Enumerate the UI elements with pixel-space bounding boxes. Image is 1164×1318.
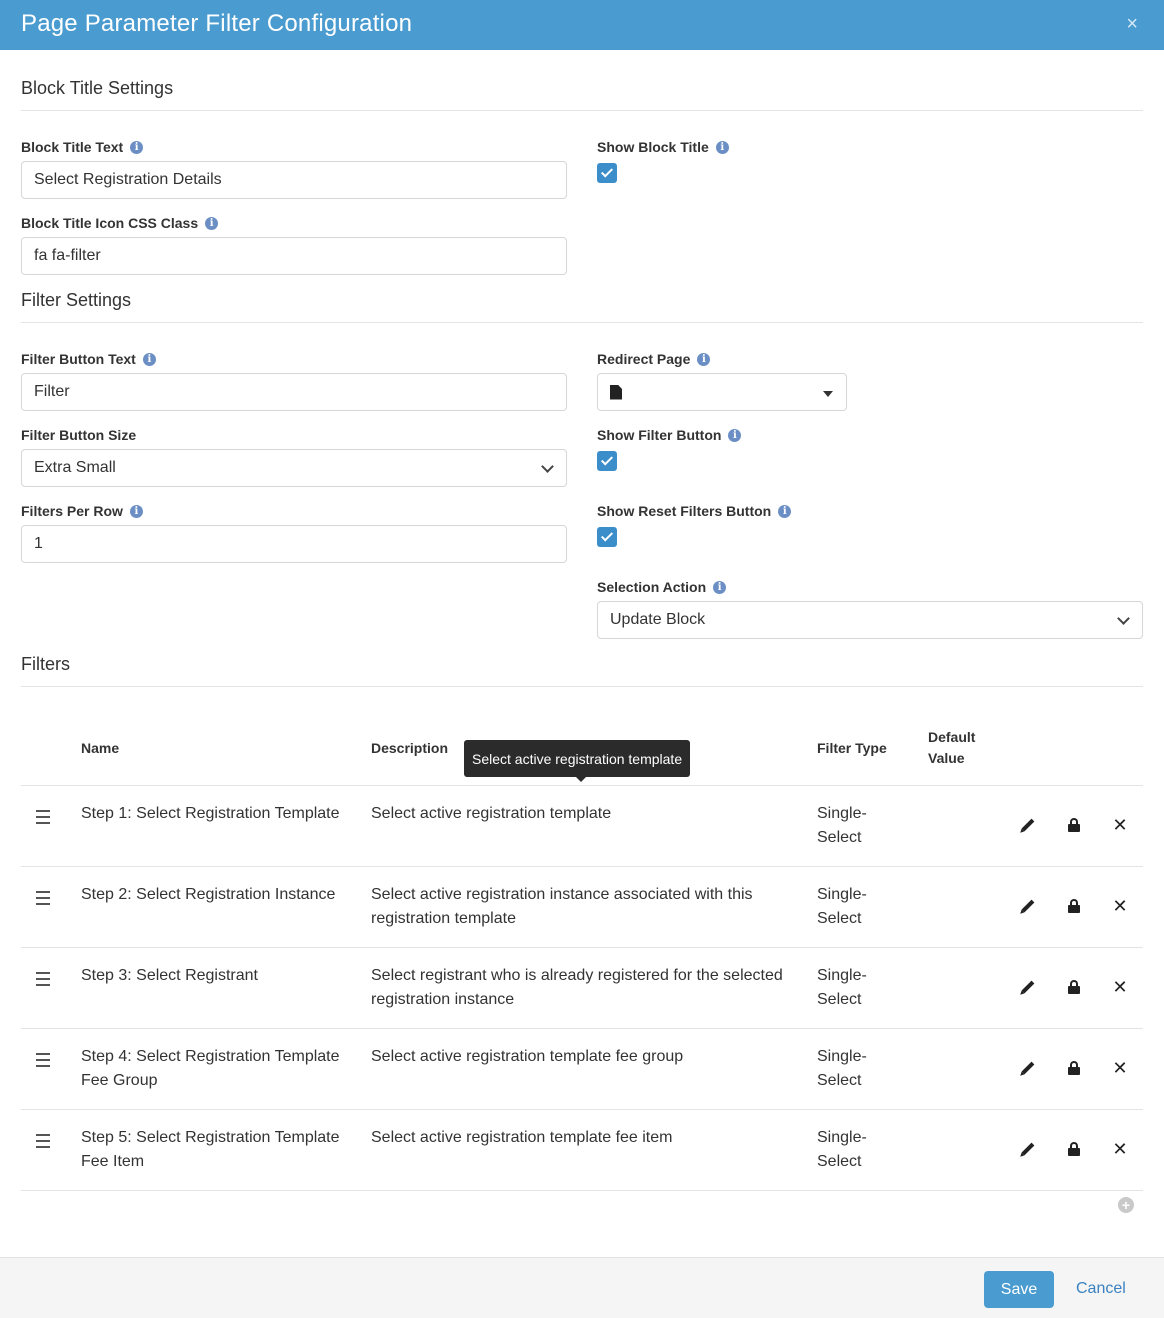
- drag-handle-icon[interactable]: [36, 1134, 50, 1152]
- info-icon[interactable]: i: [716, 141, 729, 154]
- info-icon[interactable]: i: [143, 353, 156, 366]
- filter-description: Select active registration template fee group: [371, 1048, 684, 1065]
- block-title-icon-css-label: Block Title Icon CSS Class i: [21, 215, 218, 231]
- info-icon[interactable]: i: [130, 141, 143, 154]
- column-header-filter-type: Filter Type: [817, 740, 887, 756]
- table-divider: [21, 1109, 1143, 1110]
- column-header-default-value: Default Value: [928, 729, 976, 766]
- cancel-button[interactable]: Cancel: [1076, 1280, 1126, 1297]
- table-divider: [21, 785, 1143, 786]
- show-filter-button-label: Show Filter Button i: [597, 427, 741, 443]
- filter-type: Single- Select: [817, 886, 867, 927]
- delete-icon[interactable]: ✕: [1112, 977, 1128, 997]
- selection-action-value: Update Block: [610, 611, 706, 628]
- filters-per-row-label: Filters Per Row i: [21, 503, 143, 519]
- delete-icon[interactable]: ✕: [1112, 1139, 1128, 1159]
- selection-action-label: Selection Action i: [597, 579, 726, 595]
- filter-button-size-label: Filter Button Size: [21, 427, 137, 443]
- table-divider: [21, 1028, 1143, 1029]
- filter-name: Step 2: Select Registration Instance: [81, 886, 336, 903]
- table-divider: [21, 947, 1143, 948]
- edit-icon[interactable]: [1018, 1058, 1038, 1078]
- lock-icon[interactable]: [1064, 896, 1084, 916]
- info-icon[interactable]: i: [778, 505, 791, 518]
- file-icon: [610, 385, 622, 400]
- chevron-down-icon: [1117, 612, 1130, 625]
- section-heading-block-title: Block Title Settings: [21, 78, 174, 98]
- info-icon[interactable]: i: [697, 353, 710, 366]
- filter-name: Step 3: Select Registrant: [81, 967, 258, 984]
- lock-icon[interactable]: [1064, 815, 1084, 835]
- lock-icon[interactable]: [1064, 1058, 1084, 1078]
- caret-down-icon: [823, 391, 833, 397]
- column-header-name: Name: [81, 740, 120, 756]
- block-title-text-label: Block Title Text i: [21, 139, 143, 155]
- close-icon[interactable]: ×: [1126, 13, 1138, 35]
- filter-name: Step 4: Select Registration Template Fee Group: [81, 1048, 340, 1089]
- save-button[interactable]: Save: [984, 1271, 1054, 1308]
- info-icon[interactable]: i: [728, 429, 741, 442]
- show-filter-button-checkbox[interactable]: [597, 451, 617, 471]
- redirect-page-label: Redirect Page i: [597, 351, 710, 367]
- filter-button-size-value: Extra Small: [34, 459, 116, 476]
- chevron-down-icon: [541, 460, 554, 473]
- divider: [21, 110, 1143, 111]
- modal-footer: [0, 1257, 1164, 1318]
- filter-description: Select registrant who is already registered for the selected registration instance: [371, 967, 783, 1008]
- show-block-title-checkbox[interactable]: [597, 163, 617, 183]
- filter-type: Single- Select: [817, 805, 867, 846]
- edit-icon[interactable]: [1018, 815, 1038, 835]
- show-reset-filters-label: Show Reset Filters Button i: [597, 503, 791, 519]
- filters-per-row-input[interactable]: 1: [21, 525, 567, 563]
- filter-type: Single- Select: [817, 967, 867, 1008]
- show-block-title-label: Show Block Title i: [597, 139, 729, 155]
- block-title-icon-css-input[interactable]: fa fa-filter: [21, 237, 567, 275]
- filter-description: Select active registration template fee item: [371, 1129, 673, 1146]
- section-heading-filters: Filters: [21, 654, 70, 674]
- table-divider: [21, 1190, 1143, 1191]
- filter-description: Select active registration template: [371, 805, 612, 822]
- modal-header: [0, 0, 1164, 50]
- filter-name: Step 1: Select Registration Template: [81, 805, 340, 822]
- edit-icon[interactable]: [1018, 1139, 1038, 1159]
- drag-handle-icon[interactable]: [36, 810, 50, 828]
- lock-icon[interactable]: [1064, 977, 1084, 997]
- show-reset-filters-checkbox[interactable]: [597, 527, 617, 547]
- info-icon[interactable]: i: [713, 581, 726, 594]
- drag-handle-icon[interactable]: [36, 1053, 50, 1071]
- drag-handle-icon[interactable]: [36, 891, 50, 909]
- divider: [21, 686, 1143, 687]
- divider: [21, 322, 1143, 323]
- lock-icon[interactable]: [1064, 1139, 1084, 1159]
- add-filter-icon[interactable]: +: [1118, 1197, 1134, 1213]
- filter-type: Single- Select: [817, 1048, 867, 1089]
- delete-icon[interactable]: ✕: [1112, 1058, 1128, 1078]
- info-icon[interactable]: i: [130, 505, 143, 518]
- selection-action-select[interactable]: [597, 601, 1143, 639]
- block-title-text-input[interactable]: Select Registration Details: [21, 161, 567, 199]
- delete-icon[interactable]: ✕: [1112, 815, 1128, 835]
- tooltip: Select active registration template: [464, 740, 690, 777]
- delete-icon[interactable]: ✕: [1112, 896, 1128, 916]
- filter-button-size-select[interactable]: [21, 449, 567, 487]
- modal-title: Page Parameter Filter Configuration: [21, 10, 413, 37]
- filter-button-text-label: Filter Button Text i: [21, 351, 156, 367]
- info-icon[interactable]: i: [205, 217, 218, 230]
- edit-icon[interactable]: [1018, 896, 1038, 916]
- filter-type: Single- Select: [817, 1129, 867, 1170]
- edit-icon[interactable]: [1018, 977, 1038, 997]
- redirect-page-picker[interactable]: [597, 373, 847, 411]
- filter-name: Step 5: Select Registration Template Fee Item: [81, 1129, 340, 1170]
- table-divider: [21, 866, 1143, 867]
- filter-description: Select active registration instance associated with this registration template: [371, 886, 753, 927]
- section-heading-filter-settings: Filter Settings: [21, 290, 132, 310]
- drag-handle-icon[interactable]: [36, 972, 50, 990]
- column-header-description: Description: [371, 740, 449, 756]
- filter-button-text-input[interactable]: Filter: [21, 373, 567, 411]
